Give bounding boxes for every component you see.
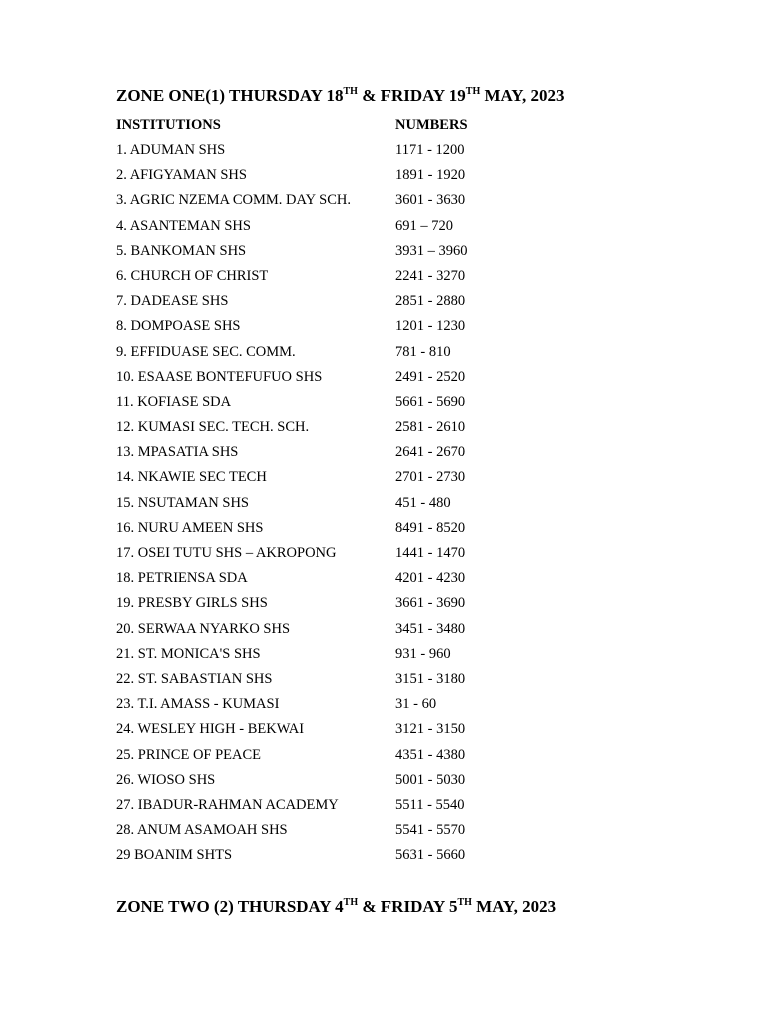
institution-name: 28. ANUM ASAMOAH SHS <box>116 822 288 839</box>
number-range: 2241 - 3270 <box>395 267 466 284</box>
number-range: 5541 - 5570 <box>395 822 466 839</box>
institutions-column-header: INSTITUTIONS <box>116 117 221 133</box>
table-row <box>116 142 616 167</box>
table-row <box>116 218 616 243</box>
number-range: 3451 - 3480 <box>395 620 466 637</box>
number-range: 5511 - 5540 <box>395 796 465 813</box>
institution-name: 26. WIOSO SHS <box>116 771 216 788</box>
institution-name: 16. NURU AMEEN SHS <box>116 519 264 536</box>
table-row <box>116 847 616 872</box>
institution-name: 12. KUMASI SEC. TECH. SCH. <box>116 419 310 436</box>
institution-name: 20. SERWAA NYARKO SHS <box>116 620 291 637</box>
number-range: 4351 - 4380 <box>395 746 466 763</box>
table-row <box>116 595 616 620</box>
numbers-column-header: NUMBERS <box>395 117 468 133</box>
zone-two-heading-sup-2: TH <box>457 897 472 908</box>
institution-name: 11. KOFIASE SDA <box>116 393 232 410</box>
institution-name: 21. ST. MONICA'S SHS <box>116 645 261 662</box>
institution-name: 15. NSUTAMAN SHS <box>116 494 249 511</box>
table-row <box>116 469 616 494</box>
table-row <box>116 293 616 318</box>
institution-name: 19. PRESBY GIRLS SHS <box>116 595 268 612</box>
institutions-table <box>116 142 616 872</box>
number-range: 1171 - 1200 <box>395 142 465 158</box>
zone-one-heading-sup-2: TH <box>465 86 481 97</box>
number-range: 3601 - 3630 <box>395 192 466 209</box>
table-row <box>116 822 616 847</box>
zone-one-heading-sup-1: TH <box>343 86 358 97</box>
table-row <box>116 243 616 268</box>
table-row <box>116 344 616 369</box>
number-range: 2851 - 2880 <box>395 293 466 310</box>
table-row <box>116 318 616 343</box>
institution-name: 17. OSEI TUTU SHS – AKROPONG <box>116 545 337 561</box>
table-row <box>116 192 616 217</box>
institution-name: 2. AFIGYAMAN SHS <box>116 167 247 184</box>
zone-two-heading-prefix: ZONE TWO (2) THURSDAY 4 <box>116 897 344 916</box>
institution-name: 29 BOANIM SHTS <box>116 847 233 864</box>
number-range: 31 - 60 <box>395 696 437 713</box>
institution-name: 10. ESAASE BONTEFUFUO SHS <box>116 368 323 385</box>
table-row <box>116 495 616 520</box>
institution-name: 13. MPASATIA SHS <box>116 444 239 461</box>
zone-two-heading-sup-1: TH <box>343 897 359 908</box>
table-row <box>116 545 616 570</box>
number-range: 931 - 960 <box>395 645 451 662</box>
institution-name: 24. WESLEY HIGH - BEKWAI <box>116 721 305 738</box>
institution-name: 4. ASANTEMAN SHS <box>116 217 251 234</box>
zone-two-heading-middle: & FRIDAY 5 <box>358 897 458 916</box>
number-range: 1201 - 1230 <box>395 318 466 335</box>
institution-name: 1. ADUMAN SHS <box>116 142 226 158</box>
number-range: 4201 - 4230 <box>395 570 466 587</box>
zone-one-heading-suffix: MAY, 2023 <box>480 86 565 105</box>
number-range: 2641 - 2670 <box>395 444 466 461</box>
institution-name: 23. T.I. AMASS - KUMASI <box>116 696 280 713</box>
zone-one-heading-prefix: ZONE ONE(1) THURSDAY 18 <box>116 86 344 105</box>
institution-name: 27. IBADUR-RAHMAN ACADEMY <box>116 796 339 813</box>
number-range: 3931 – 3960 <box>395 242 468 259</box>
number-range: 5631 - 5660 <box>395 847 466 864</box>
number-range: 2581 - 2610 <box>395 419 466 436</box>
zone-one-heading-middle: & FRIDAY 19 <box>357 86 466 105</box>
table-row <box>116 268 616 293</box>
table-row <box>116 671 616 696</box>
table-row <box>116 797 616 822</box>
number-range: 8491 - 8520 <box>395 519 466 536</box>
table-row <box>116 520 616 545</box>
institution-name: 3. AGRIC NZEMA COMM. DAY SCH. <box>116 192 351 209</box>
number-range: 1441 - 1470 <box>395 545 466 561</box>
table-row <box>116 570 616 595</box>
institution-name: 14. NKAWIE SEC TECH <box>116 469 267 486</box>
number-range: 781 - 810 <box>395 343 451 360</box>
table-header <box>116 117 616 135</box>
zone-one-heading <box>116 86 564 106</box>
number-range: 3151 - 3180 <box>395 670 466 687</box>
table-row <box>116 721 616 746</box>
number-range: 2491 - 2520 <box>395 368 466 385</box>
zone-two-heading-suffix: MAY, 2023 <box>471 897 557 916</box>
institution-name: 9. EFFIDUASE SEC. COMM. <box>116 343 296 360</box>
table-row <box>116 369 616 394</box>
number-range: 1891 - 1920 <box>395 167 466 184</box>
institution-name: 7. DADEASE SHS <box>116 293 229 310</box>
institution-name: 18. PETRIENSA SDA <box>116 570 248 587</box>
table-row <box>116 444 616 469</box>
number-range: 451 - 480 <box>395 494 451 511</box>
table-row <box>116 747 616 772</box>
table-row <box>116 696 616 721</box>
institution-name: 6. CHURCH OF CHRIST <box>116 267 269 284</box>
number-range: 3121 - 3150 <box>395 721 466 738</box>
institution-name: 8. DOMPOASE SHS <box>116 318 241 335</box>
table-row <box>116 646 616 671</box>
number-range: 5001 - 5030 <box>395 771 466 788</box>
number-range: 3661 - 3690 <box>395 595 466 612</box>
number-range: 691 – 720 <box>395 217 453 234</box>
table-row <box>116 621 616 646</box>
number-range: 5661 - 5690 <box>395 393 466 410</box>
table-row <box>116 772 616 797</box>
table-row <box>116 394 616 419</box>
zone-two-heading <box>116 897 556 917</box>
number-range: 2701 - 2730 <box>395 469 466 486</box>
table-row <box>116 167 616 192</box>
institution-name: 5. BANKOMAN SHS <box>116 242 247 259</box>
institution-name: 22. ST. SABASTIAN SHS <box>116 670 273 687</box>
institution-name: 25. PRINCE OF PEACE <box>116 746 262 763</box>
table-row <box>116 419 616 444</box>
